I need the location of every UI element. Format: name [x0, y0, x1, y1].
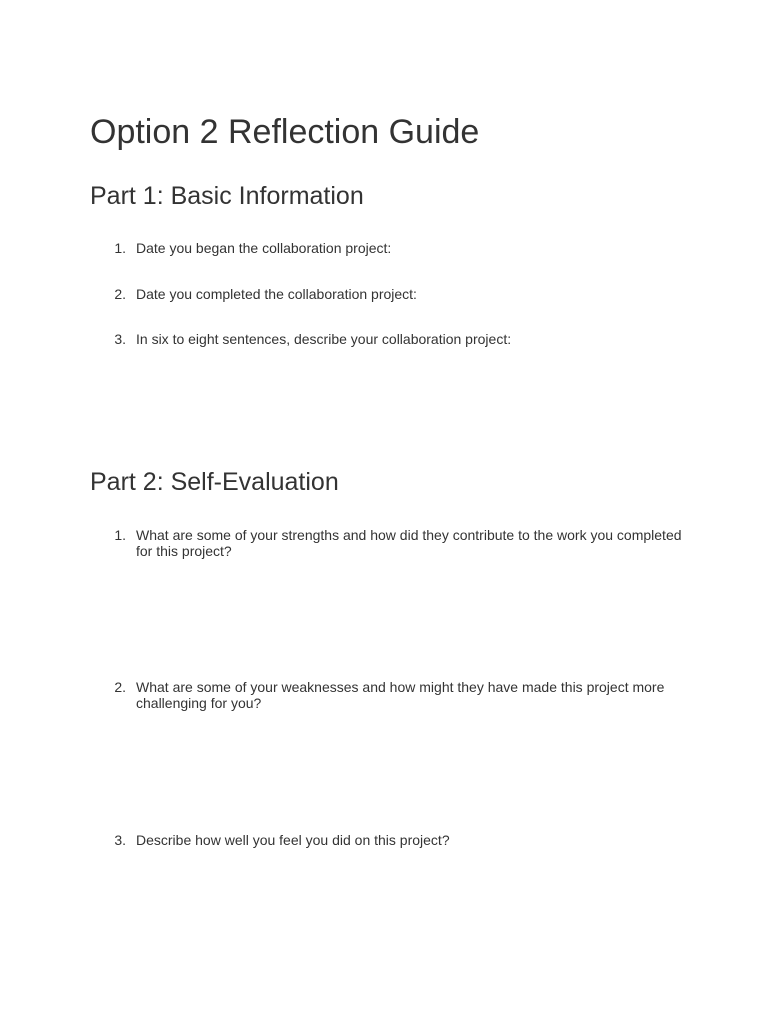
list-item-text: In six to eight sentences, describe your collaboration project:: [136, 331, 512, 347]
list-item-text: Date you completed the collaboration project:: [136, 286, 417, 302]
section-heading-part2: Part 2: Self-Evaluation: [90, 468, 339, 496]
list-item-number: 3.: [114, 832, 126, 848]
section-heading-part1: Part 1: Basic Information: [90, 182, 364, 210]
list-item: [110, 679, 700, 711]
list-item-number: 1.: [114, 240, 126, 256]
document-title: Option 2 Reflection Guide: [90, 113, 480, 151]
list-item-text: Date you began the collaboration project:: [136, 240, 392, 256]
list-item-number: 3.: [114, 331, 126, 347]
list-item-text: What are some of your weaknesses and how might they have made this project more challenging for you?: [136, 679, 665, 711]
list-item: [110, 832, 700, 848]
list-item-text: Describe how well you feel you did on this project?: [136, 832, 450, 848]
list-item: [110, 527, 700, 559]
list-item-text: What are some of your strengths and how did they contribute to the work you completed for this project?: [136, 527, 682, 559]
list-item-number: 1.: [114, 527, 126, 543]
list-item: [110, 286, 700, 302]
list-item: [110, 240, 700, 256]
list-item-number: 2.: [114, 286, 126, 302]
list-item-number: 2.: [114, 679, 126, 695]
list-item: [110, 331, 700, 347]
